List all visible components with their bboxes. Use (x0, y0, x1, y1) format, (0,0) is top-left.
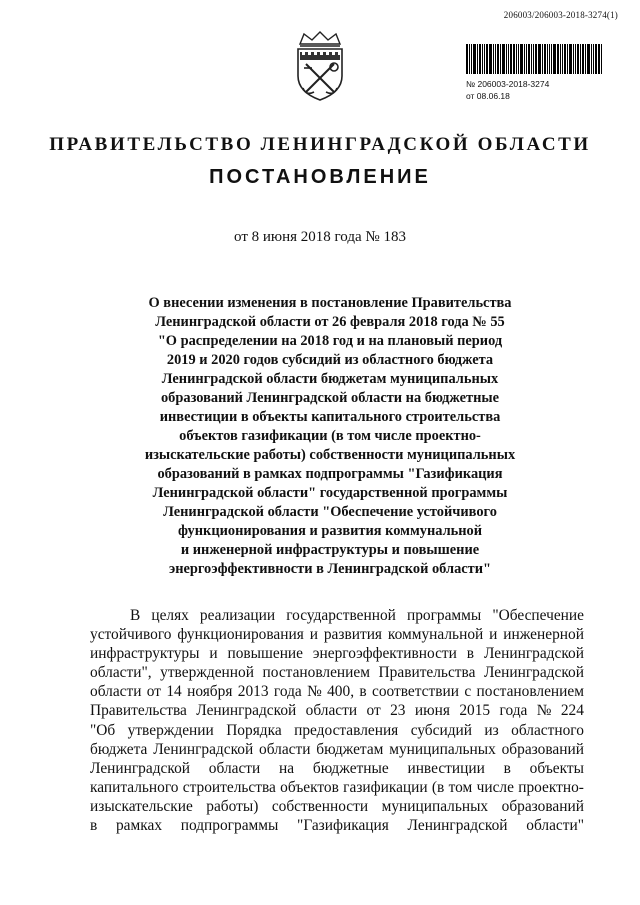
body-word: числе (476, 778, 514, 796)
body-word: № (536, 702, 552, 720)
body-word: муниципальных (381, 797, 489, 815)
body-word: и (489, 626, 498, 644)
body-word: Ленинградской (153, 740, 254, 758)
body-word: области", (90, 664, 152, 682)
body-word: Ленинградской (483, 645, 584, 663)
body-word: целях (151, 607, 189, 624)
barcode (466, 44, 616, 74)
body-line (90, 797, 584, 816)
body-word: Порядка (226, 721, 282, 739)
subject-line: изыскательские работы) собственности муниципальных (144, 447, 516, 463)
body-word: реализации (199, 607, 276, 624)
body-word: Ленинградской (90, 759, 191, 777)
body-word: инженерной (503, 626, 584, 644)
body-word: 23 (390, 702, 406, 720)
registration-date: от 08.06.18 (466, 91, 510, 101)
body-word: Правительства (90, 702, 187, 720)
body-word: года (499, 702, 528, 720)
body-word: том (448, 778, 473, 796)
body-word: подпрограммы (180, 817, 279, 835)
body-word: энергоэффективности (312, 645, 457, 663)
body-word: утвержденной (160, 664, 254, 682)
body-word: утверждении (127, 721, 214, 739)
body-word: бюджетам (316, 740, 384, 758)
body-word: области (90, 683, 142, 701)
subject-line: образований Ленинградской области на бюджетные (160, 390, 500, 406)
body-word: функционирования (177, 626, 304, 644)
subject-line: инвестиции в объекты капитального строительства (159, 409, 501, 425)
body-word: рамках (115, 817, 163, 835)
body-word: области (208, 759, 261, 777)
subject-line: функционирования и развития коммунальной (177, 523, 483, 539)
subject-line: образований в рамках подпрограммы "Газификация (157, 466, 503, 482)
body-word: "Газификация (297, 817, 389, 835)
body-word: бюджета (90, 740, 148, 758)
body-word: объекты (529, 759, 584, 777)
body-word: образований (501, 740, 584, 758)
body-word: постановлением (262, 664, 370, 682)
subject-line: 2019 и 2020 годов субсидий из областного бюджета (166, 352, 494, 368)
body-word: (в (431, 778, 445, 796)
subject-line: Ленинградской области от 26 февраля 2018 года № 55 (155, 314, 505, 330)
registration-number: № 206003-2018-3274 (466, 79, 550, 89)
body-word: повышение (227, 645, 303, 663)
body-word: проектно- (518, 778, 584, 796)
body-word: развития (323, 626, 383, 644)
body-line (90, 740, 584, 759)
body-word: изыскательские (90, 797, 193, 815)
body-word: № (307, 683, 322, 701)
body-word: предоставления (294, 721, 399, 739)
body-word: коммунальной (387, 626, 484, 644)
subject-line: Ленинградской области "Обеспечение устойчивого (163, 504, 497, 520)
body-text (90, 606, 584, 835)
body-word: 224 (560, 702, 584, 720)
body-word: инфраструктуры (90, 645, 200, 663)
body-line (90, 701, 584, 720)
coat-of-arms-icon (290, 30, 350, 102)
body-line (90, 663, 584, 682)
subject-line: энергоэффективности в Ленинградской области" (168, 561, 492, 577)
body-word: Ленинградской (196, 702, 297, 720)
body-word: 2013 (237, 683, 269, 701)
body-word: и (209, 645, 218, 663)
body-word: в (90, 817, 98, 835)
body-word: области (259, 740, 311, 758)
body-word: в (359, 683, 367, 701)
body-word: Ленинградской (483, 664, 584, 682)
body-word: инвестиции (407, 759, 485, 777)
body-word: области (305, 702, 358, 720)
body-word: работы) (206, 797, 259, 815)
body-word: "Об (90, 721, 116, 739)
body-word: 2015 (459, 702, 491, 720)
body-word: областного (511, 721, 584, 739)
government-title: ПРАВИТЕЛЬСТВО ЛЕНИНГРАДСКОЙ ОБЛАСТИ (49, 134, 591, 155)
body-line (90, 778, 584, 797)
body-word: газификации (343, 778, 428, 796)
body-word: ноября (187, 683, 233, 701)
body-word: строительства (182, 778, 276, 796)
subject-line: "О распределении на 2018 год и на плановый период (157, 333, 503, 349)
body-word: программы (406, 607, 482, 624)
subject-line: объектов газификации (в том числе проектно- (179, 428, 481, 444)
body-line (90, 759, 584, 778)
body-line (90, 644, 584, 663)
body-word: государственной (286, 607, 396, 624)
document-date: от 8 июня 2018 года № 183 (234, 229, 406, 245)
body-word: в (466, 645, 475, 663)
body-word: года (273, 683, 302, 701)
body-line (90, 721, 584, 740)
body-word: с (464, 683, 472, 701)
document-type: ПОСТАНОВЛЕНИЕ (209, 166, 431, 188)
body-word: Ленинградской (407, 817, 508, 835)
subject-line: О внесении изменения в постановление Правительства (148, 295, 512, 311)
body-word: Правительства (378, 664, 476, 682)
body-line (90, 682, 584, 701)
barcode-block (466, 44, 616, 102)
body-word: соответствии (372, 683, 459, 701)
body-word: в (503, 759, 511, 777)
body-word: постановлением (476, 683, 584, 701)
body-word: на (279, 759, 295, 777)
document-subject (120, 294, 540, 579)
body-word: июня (414, 702, 450, 720)
body-line (90, 816, 584, 835)
subject-line: и инженерной инфраструктуры и повышение (180, 542, 480, 558)
body-word: устойчивого (90, 626, 172, 644)
body-word: объектов (280, 778, 339, 796)
body-word: бюджетные (312, 759, 389, 777)
body-word: 400, (327, 683, 355, 701)
body-line (90, 625, 584, 644)
body-word: от (366, 702, 381, 720)
body-word: 14 (166, 683, 182, 701)
body-word: "Обеспечение (492, 607, 584, 624)
subject-line: Ленинградской области" государственной программы (152, 485, 508, 501)
body-word: области" (526, 817, 584, 835)
subject-line: Ленинградской области бюджетам муниципальных (161, 371, 499, 387)
body-word: и (309, 626, 318, 644)
body-word: образований (501, 797, 584, 815)
body-word: из (484, 721, 499, 739)
body-word: капитального (90, 778, 179, 796)
body-word: от (146, 683, 162, 701)
body-word: В (130, 607, 141, 624)
body-word: субсидий (410, 721, 473, 739)
body-word: собственности (271, 797, 369, 815)
body-line (90, 606, 584, 625)
body-word: муниципальных (389, 740, 496, 758)
document-code: 206003/206003-2018-3274(1) (503, 10, 618, 20)
